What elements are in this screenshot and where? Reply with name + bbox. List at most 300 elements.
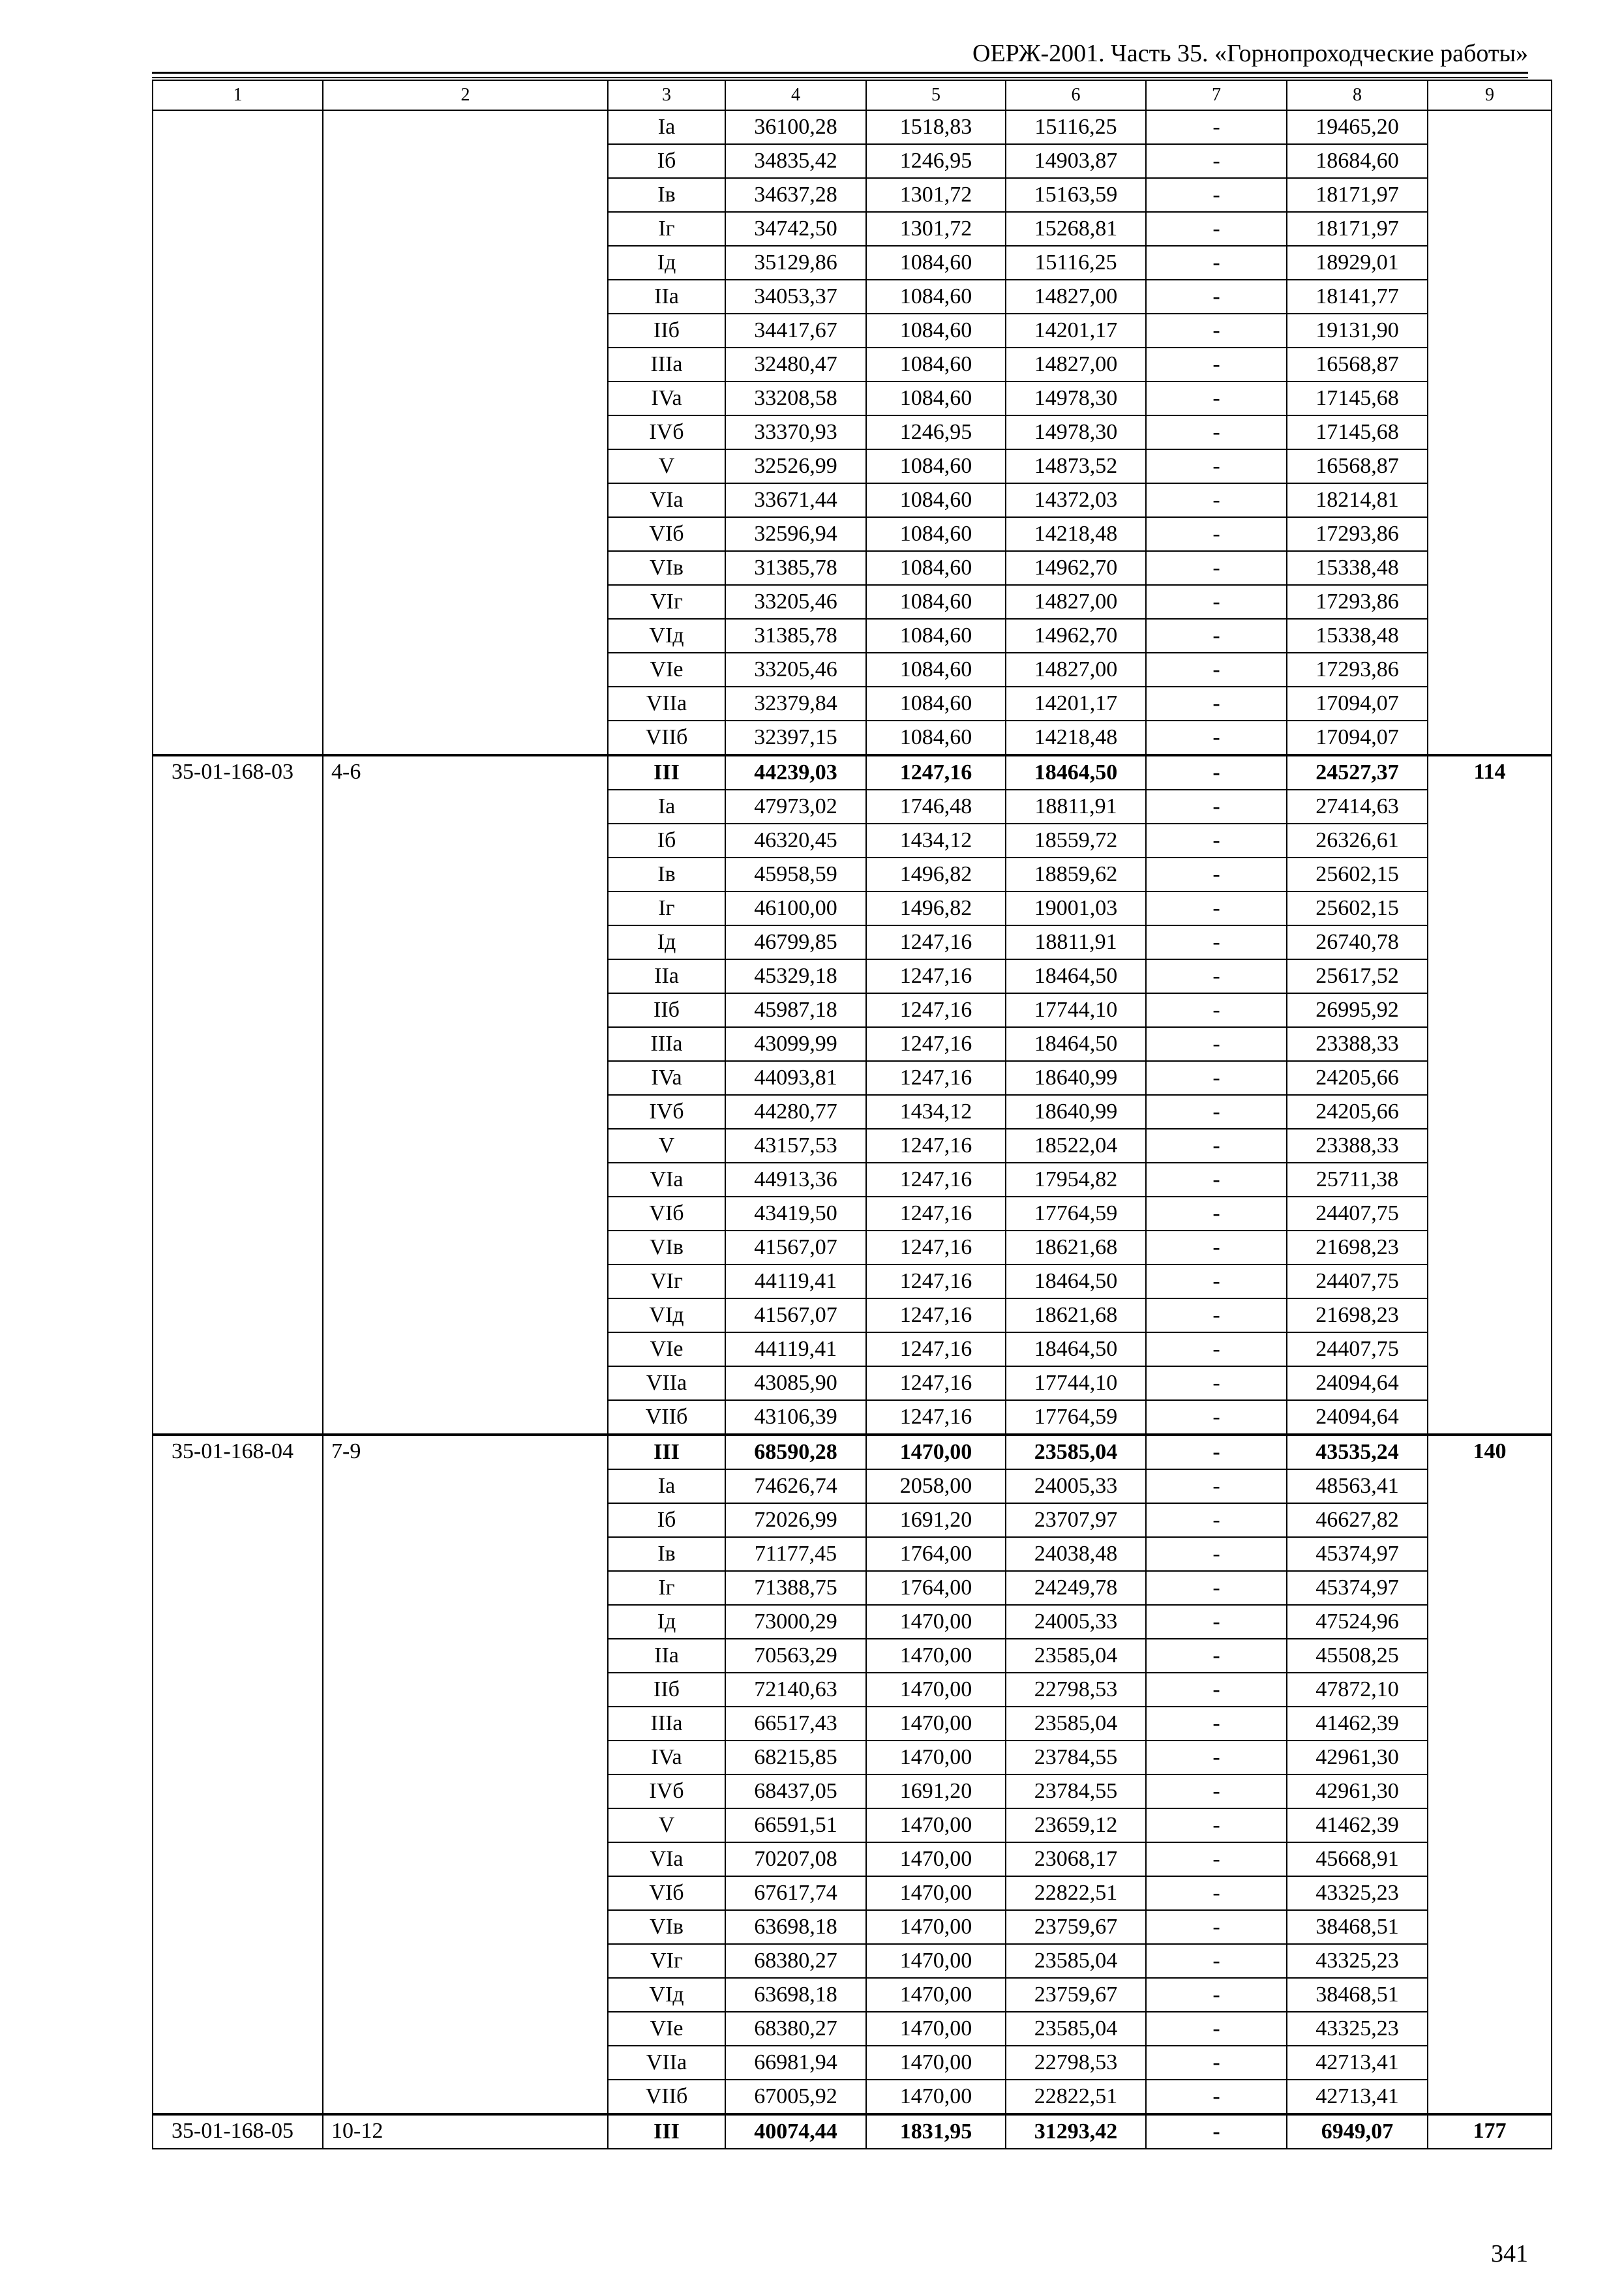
value-col-4: 43157,53 (725, 1129, 866, 1163)
value-col-4: 70563,29 (725, 1639, 866, 1673)
value-col-4: 44119,41 (725, 1264, 866, 1298)
value-col-7: - (1146, 1298, 1287, 1332)
column-number: 2 (323, 80, 608, 110)
group-cell: V (608, 1129, 725, 1163)
value-col-7: - (1146, 993, 1287, 1027)
group-cell: III (608, 755, 725, 790)
value-col-7: - (1146, 1978, 1287, 2012)
value-col-5: 1084,60 (866, 483, 1006, 517)
value-col-4: 72026,99 (725, 1503, 866, 1537)
value-col-7: - (1146, 551, 1287, 585)
value-col-7: - (1146, 382, 1287, 415)
value-col-5: 1247,16 (866, 1366, 1006, 1400)
value-col-7: - (1146, 721, 1287, 755)
table-row (153, 2114, 1552, 2149)
value-col-5: 1470,00 (866, 2046, 1006, 2080)
value-col-4: 66591,51 (725, 1808, 866, 1842)
value-col-4: 34835,42 (725, 144, 866, 178)
value-col-5: 1084,60 (866, 653, 1006, 687)
value-col-6: 14873,52 (1006, 449, 1146, 483)
value-col-7: - (1146, 348, 1287, 382)
value-col-5: 1084,60 (866, 619, 1006, 653)
group-cell: III (608, 2114, 725, 2149)
value-col-4: 31385,78 (725, 551, 866, 585)
value-col-5: 1084,60 (866, 382, 1006, 415)
value-col-6: 14978,30 (1006, 415, 1146, 449)
group-cell: IIIa (608, 1027, 725, 1061)
value-col-5: 1764,00 (866, 1571, 1006, 1605)
value-col-6: 23784,55 (1006, 1741, 1146, 1774)
value-col-8: 18141,77 (1287, 280, 1428, 314)
value-col-5: 1247,16 (866, 1197, 1006, 1231)
value-col-7: - (1146, 1129, 1287, 1163)
value-col-5: 1084,60 (866, 246, 1006, 280)
value-col-6: 18464,50 (1006, 755, 1146, 790)
value-col-7: - (1146, 415, 1287, 449)
group-cell: IIa (608, 280, 725, 314)
value-col-5: 1247,16 (866, 1400, 1006, 1435)
document-header: ОЕРЖ-2001. Часть 35. «Горнопроходческие работы» (972, 40, 1528, 67)
value-col-4: 63698,18 (725, 1910, 866, 1944)
value-col-4: 47973,02 (725, 790, 866, 824)
value-col-4: 72140,63 (725, 1673, 866, 1707)
item-total (1428, 110, 1552, 755)
value-col-4: 70207,08 (725, 1842, 866, 1876)
value-col-5: 1247,16 (866, 1332, 1006, 1366)
group-cell: IVб (608, 415, 725, 449)
group-cell: IIIa (608, 348, 725, 382)
value-col-8: 6949,07 (1287, 2114, 1428, 2149)
value-col-7: - (1146, 2046, 1287, 2080)
value-col-4: 46799,85 (725, 925, 866, 959)
value-col-6: 24005,33 (1006, 1469, 1146, 1503)
value-col-6: 23585,04 (1006, 1944, 1146, 1978)
value-col-8: 18214,81 (1287, 483, 1428, 517)
group-cell: VIд (608, 1978, 725, 2012)
value-col-6: 17744,10 (1006, 1366, 1146, 1400)
value-col-4: 31385,78 (725, 619, 866, 653)
value-col-5: 1434,12 (866, 1095, 1006, 1129)
item-range (323, 110, 608, 755)
value-col-6: 14827,00 (1006, 585, 1146, 619)
value-col-8: 24094,64 (1287, 1400, 1428, 1435)
value-col-6: 18859,62 (1006, 858, 1146, 891)
value-col-5: 1470,00 (866, 1944, 1006, 1978)
value-col-5: 1470,00 (866, 1639, 1006, 1673)
item-total: 177 (1428, 2114, 1552, 2149)
value-col-4: 32480,47 (725, 348, 866, 382)
value-col-7: - (1146, 1503, 1287, 1537)
value-col-4: 34053,37 (725, 280, 866, 314)
group-cell: VIг (608, 1944, 725, 1978)
value-col-8: 18684,60 (1287, 144, 1428, 178)
value-col-8: 17293,86 (1287, 585, 1428, 619)
value-col-8: 17094,07 (1287, 687, 1428, 721)
value-col-5: 1247,16 (866, 1163, 1006, 1197)
header-rule (152, 72, 1528, 74)
value-col-5: 1084,60 (866, 687, 1006, 721)
value-col-5: 1247,16 (866, 1298, 1006, 1332)
column-number: 3 (608, 80, 725, 110)
group-cell: IVa (608, 1061, 725, 1095)
group-cell: VIIб (608, 2080, 725, 2114)
value-col-7: - (1146, 178, 1287, 212)
value-col-7: - (1146, 1808, 1287, 1842)
value-col-6: 23585,04 (1006, 1435, 1146, 1469)
group-cell: Iд (608, 246, 725, 280)
value-col-4: 68380,27 (725, 1944, 866, 1978)
value-col-4: 33208,58 (725, 382, 866, 415)
value-col-4: 44239,03 (725, 755, 866, 790)
value-col-8: 17145,68 (1287, 415, 1428, 449)
value-col-7: - (1146, 1774, 1287, 1808)
value-col-4: 32379,84 (725, 687, 866, 721)
group-cell: V (608, 1808, 725, 1842)
value-col-8: 17293,86 (1287, 517, 1428, 551)
value-col-7: - (1146, 517, 1287, 551)
value-col-6: 14962,70 (1006, 619, 1146, 653)
value-col-7: - (1146, 687, 1287, 721)
value-col-5: 1470,00 (866, 1842, 1006, 1876)
value-col-4: 44913,36 (725, 1163, 866, 1197)
value-col-4: 33205,46 (725, 585, 866, 619)
group-cell: Ia (608, 1469, 725, 1503)
item-code (153, 110, 323, 755)
value-col-4: 41567,07 (725, 1231, 866, 1264)
value-col-5: 1247,16 (866, 755, 1006, 790)
value-col-8: 24094,64 (1287, 1366, 1428, 1400)
value-col-6: 14962,70 (1006, 551, 1146, 585)
value-col-5: 1470,00 (866, 1741, 1006, 1774)
value-col-5: 1518,83 (866, 110, 1006, 144)
group-cell: VIв (608, 551, 725, 585)
value-col-4: 46320,45 (725, 824, 866, 858)
value-col-8: 38468,51 (1287, 1910, 1428, 1944)
value-col-5: 1470,00 (866, 1978, 1006, 2012)
value-col-6: 17954,82 (1006, 1163, 1146, 1197)
value-col-6: 14827,00 (1006, 348, 1146, 382)
group-cell: VIa (608, 1163, 725, 1197)
value-col-6: 14903,87 (1006, 144, 1146, 178)
value-col-8: 43325,23 (1287, 1944, 1428, 1978)
group-cell: VIв (608, 1231, 725, 1264)
value-col-7: - (1146, 2080, 1287, 2114)
value-col-8: 24407,75 (1287, 1197, 1428, 1231)
value-col-4: 44280,77 (725, 1095, 866, 1129)
value-col-4: 68215,85 (725, 1741, 866, 1774)
value-col-5: 1470,00 (866, 1910, 1006, 1944)
value-col-6: 23659,12 (1006, 1808, 1146, 1842)
group-cell: IIa (608, 1639, 725, 1673)
value-col-7: - (1146, 1571, 1287, 1605)
value-col-6: 14827,00 (1006, 653, 1146, 687)
value-col-7: - (1146, 1061, 1287, 1095)
item-code: 35-01-168-05 (153, 2114, 323, 2149)
value-col-5: 1434,12 (866, 824, 1006, 858)
value-col-4: 66981,94 (725, 2046, 866, 2080)
value-col-4: 74626,74 (725, 1469, 866, 1503)
value-col-8: 21698,23 (1287, 1231, 1428, 1264)
group-cell: Iб (608, 144, 725, 178)
value-col-6: 17744,10 (1006, 993, 1146, 1027)
value-col-8: 15338,48 (1287, 551, 1428, 585)
value-col-8: 47872,10 (1287, 1673, 1428, 1707)
value-col-4: 44119,41 (725, 1332, 866, 1366)
value-col-7: - (1146, 1264, 1287, 1298)
item-total: 114 (1428, 755, 1552, 1435)
value-col-6: 17764,59 (1006, 1400, 1146, 1435)
value-col-7: - (1146, 280, 1287, 314)
value-col-7: - (1146, 2114, 1287, 2149)
value-col-7: - (1146, 755, 1287, 790)
rates-table (152, 80, 1552, 2149)
value-col-6: 18464,50 (1006, 1332, 1146, 1366)
value-col-8: 47524,96 (1287, 1605, 1428, 1639)
value-col-8: 18929,01 (1287, 246, 1428, 280)
page-number: 341 (1491, 2240, 1528, 2267)
column-number: 6 (1006, 80, 1146, 110)
value-col-4: 33370,93 (725, 415, 866, 449)
value-col-5: 1246,95 (866, 415, 1006, 449)
value-col-6: 15268,81 (1006, 212, 1146, 246)
value-col-5: 1247,16 (866, 925, 1006, 959)
group-cell: VIIa (608, 2046, 725, 2080)
value-col-7: - (1146, 1876, 1287, 1910)
value-col-5: 1831,95 (866, 2114, 1006, 2149)
value-col-7: - (1146, 653, 1287, 687)
value-col-7: - (1146, 483, 1287, 517)
value-col-6: 15163,59 (1006, 178, 1146, 212)
value-col-7: - (1146, 1366, 1287, 1400)
group-cell: Ia (608, 790, 725, 824)
value-col-6: 18640,99 (1006, 1095, 1146, 1129)
value-col-4: 43106,39 (725, 1400, 866, 1435)
value-col-7: - (1146, 1673, 1287, 1707)
value-col-4: 43085,90 (725, 1366, 866, 1400)
value-col-6: 14201,17 (1006, 314, 1146, 348)
value-col-4: 68437,05 (725, 1774, 866, 1808)
group-cell: IIб (608, 993, 725, 1027)
value-col-6: 23759,67 (1006, 1910, 1146, 1944)
value-col-5: 1084,60 (866, 721, 1006, 755)
group-cell: IIб (608, 1673, 725, 1707)
value-col-6: 14978,30 (1006, 382, 1146, 415)
item-range: 7-9 (323, 1435, 608, 2114)
value-col-6: 14372,03 (1006, 483, 1146, 517)
value-col-6: 24038,48 (1006, 1537, 1146, 1571)
table-row (153, 110, 1552, 144)
value-col-6: 22822,51 (1006, 1876, 1146, 1910)
value-col-8: 26326,61 (1287, 824, 1428, 858)
value-col-8: 21698,23 (1287, 1298, 1428, 1332)
value-col-6: 18464,50 (1006, 959, 1146, 993)
value-col-8: 25711,38 (1287, 1163, 1428, 1197)
value-col-8: 23388,33 (1287, 1027, 1428, 1061)
value-col-7: - (1146, 1537, 1287, 1571)
table-row (153, 755, 1552, 790)
value-col-7: - (1146, 212, 1287, 246)
value-col-4: 43099,99 (725, 1027, 866, 1061)
value-col-4: 45987,18 (725, 993, 866, 1027)
value-col-5: 1246,95 (866, 144, 1006, 178)
column-number: 1 (153, 80, 323, 110)
value-col-6: 22798,53 (1006, 1673, 1146, 1707)
group-cell: Iд (608, 1605, 725, 1639)
value-col-4: 44093,81 (725, 1061, 866, 1095)
value-col-4: 34637,28 (725, 178, 866, 212)
value-col-7: - (1146, 1231, 1287, 1264)
group-cell: IIa (608, 959, 725, 993)
value-col-4: 32526,99 (725, 449, 866, 483)
value-col-7: - (1146, 824, 1287, 858)
group-cell: VIIб (608, 721, 725, 755)
group-cell: VIб (608, 1197, 725, 1231)
value-col-6: 18464,50 (1006, 1027, 1146, 1061)
value-col-8: 24527,37 (1287, 755, 1428, 790)
value-col-5: 1084,60 (866, 280, 1006, 314)
value-col-8: 42713,41 (1287, 2046, 1428, 2080)
value-col-7: - (1146, 1163, 1287, 1197)
group-cell: IVб (608, 1774, 725, 1808)
column-number: 9 (1428, 80, 1552, 110)
value-col-8: 42961,30 (1287, 1774, 1428, 1808)
value-col-8: 19131,90 (1287, 314, 1428, 348)
value-col-8: 26995,92 (1287, 993, 1428, 1027)
value-col-5: 1247,16 (866, 959, 1006, 993)
group-cell: VIб (608, 517, 725, 551)
group-cell: Ia (608, 110, 725, 144)
group-cell: Iв (608, 1537, 725, 1571)
group-cell: VIIa (608, 1366, 725, 1400)
value-col-8: 45374,97 (1287, 1537, 1428, 1571)
value-col-5: 1247,16 (866, 1231, 1006, 1264)
value-col-7: - (1146, 1842, 1287, 1876)
group-cell: VIб (608, 1876, 725, 1910)
value-col-8: 24205,66 (1287, 1061, 1428, 1095)
group-cell: IVб (608, 1095, 725, 1129)
value-col-4: 35129,86 (725, 246, 866, 280)
value-col-4: 34742,50 (725, 212, 866, 246)
table-body (153, 80, 1552, 2149)
item-range: 10-12 (323, 2114, 608, 2149)
value-col-5: 1470,00 (866, 1435, 1006, 1469)
value-col-7: - (1146, 1435, 1287, 1469)
value-col-6: 18640,99 (1006, 1061, 1146, 1095)
column-number: 4 (725, 80, 866, 110)
group-cell: VIIб (608, 1400, 725, 1435)
group-cell: VIд (608, 619, 725, 653)
value-col-4: 46100,00 (725, 891, 866, 925)
value-col-8: 38468,51 (1287, 1978, 1428, 2012)
value-col-7: - (1146, 585, 1287, 619)
value-col-4: 73000,29 (725, 1605, 866, 1639)
value-col-5: 1470,00 (866, 1673, 1006, 1707)
value-col-6: 23585,04 (1006, 1707, 1146, 1741)
value-col-6: 23585,04 (1006, 2012, 1146, 2046)
value-col-6: 15116,25 (1006, 246, 1146, 280)
value-col-4: 45958,59 (725, 858, 866, 891)
value-col-5: 1470,00 (866, 2012, 1006, 2046)
value-col-6: 18464,50 (1006, 1264, 1146, 1298)
value-col-7: - (1146, 891, 1287, 925)
value-col-6: 19001,03 (1006, 891, 1146, 925)
group-cell: IIIa (608, 1707, 725, 1741)
group-cell: VIд (608, 1298, 725, 1332)
value-col-7: - (1146, 110, 1287, 144)
value-col-4: 33671,44 (725, 483, 866, 517)
value-col-7: - (1146, 314, 1287, 348)
value-col-5: 2058,00 (866, 1469, 1006, 1503)
group-cell: VIIa (608, 687, 725, 721)
value-col-7: - (1146, 1332, 1287, 1366)
value-col-8: 41462,39 (1287, 1808, 1428, 1842)
group-cell: Iг (608, 891, 725, 925)
item-code: 35-01-168-04 (153, 1435, 323, 2114)
item-code: 35-01-168-03 (153, 755, 323, 1435)
value-col-5: 1470,00 (866, 2080, 1006, 2114)
value-col-6: 23585,04 (1006, 1639, 1146, 1673)
value-col-8: 19465,20 (1287, 110, 1428, 144)
value-col-8: 45508,25 (1287, 1639, 1428, 1673)
value-col-8: 45374,97 (1287, 1571, 1428, 1605)
value-col-7: - (1146, 858, 1287, 891)
group-cell: Iг (608, 212, 725, 246)
value-col-8: 18171,97 (1287, 178, 1428, 212)
value-col-4: 63698,18 (725, 1978, 866, 2012)
value-col-5: 1247,16 (866, 1264, 1006, 1298)
group-cell: VIe (608, 653, 725, 687)
value-col-7: - (1146, 1605, 1287, 1639)
value-col-4: 43419,50 (725, 1197, 866, 1231)
value-col-6: 31293,42 (1006, 2114, 1146, 2149)
value-col-8: 42713,41 (1287, 2080, 1428, 2114)
item-range: 4-6 (323, 755, 608, 1435)
group-cell: IVa (608, 382, 725, 415)
group-cell: Iб (608, 824, 725, 858)
value-col-6: 17764,59 (1006, 1197, 1146, 1231)
value-col-5: 1084,60 (866, 348, 1006, 382)
value-col-6: 14218,48 (1006, 721, 1146, 755)
group-cell: IIб (608, 314, 725, 348)
value-col-8: 24407,75 (1287, 1264, 1428, 1298)
value-col-7: - (1146, 144, 1287, 178)
group-cell: IVa (608, 1741, 725, 1774)
column-number: 5 (866, 80, 1006, 110)
value-col-4: 71177,45 (725, 1537, 866, 1571)
group-cell: VIг (608, 1264, 725, 1298)
value-col-4: 67005,92 (725, 2080, 866, 2114)
value-col-4: 67617,74 (725, 1876, 866, 1910)
value-col-5: 1084,60 (866, 585, 1006, 619)
value-col-7: - (1146, 1910, 1287, 1944)
value-col-8: 26740,78 (1287, 925, 1428, 959)
value-col-6: 18811,91 (1006, 925, 1146, 959)
value-col-8: 48563,41 (1287, 1469, 1428, 1503)
value-col-8: 17293,86 (1287, 653, 1428, 687)
value-col-4: 32596,94 (725, 517, 866, 551)
value-col-8: 42961,30 (1287, 1741, 1428, 1774)
value-col-7: - (1146, 619, 1287, 653)
group-cell: VIв (608, 1910, 725, 1944)
value-col-4: 32397,15 (725, 721, 866, 755)
value-col-5: 1470,00 (866, 1808, 1006, 1842)
value-col-7: - (1146, 1944, 1287, 1978)
value-col-7: - (1146, 1400, 1287, 1435)
value-col-4: 40074,44 (725, 2114, 866, 2149)
value-col-7: - (1146, 1639, 1287, 1673)
value-col-4: 45329,18 (725, 959, 866, 993)
value-col-8: 25602,15 (1287, 891, 1428, 925)
